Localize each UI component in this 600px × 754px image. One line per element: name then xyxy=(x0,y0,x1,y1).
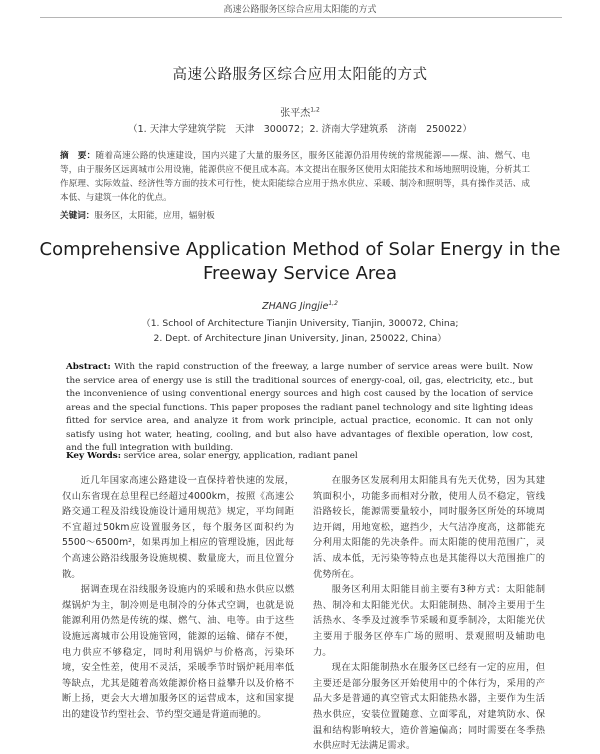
body-paragraph: 据调查现在沿线服务设施内的采暖和热水供应以燃煤锅炉为主，制冷则是电制冷的分体式空调，也就是说能源利用仍然是传统的煤、燃气、油、电等。由于这些设施远离城市公用设施管网，能源的运输、储存不便，电力供应不够稳定，同时利用锅炉与价格高，污染环境，安全性差，使用不灵活，采暖季节时锅炉耗用率低等缺点，尤其是随着高效能源价格日益攀升以及价格不断上扬，更会大大增加服务区的运营成本，这和国家提出的建设节约型社会、节约型交通是背道而驰的。 xyxy=(62,584,294,720)
chinese-author-name: 张平杰 xyxy=(280,108,311,119)
english-affiliation-1: （1. School of Architecture Tianjin University, Tianjin, 300072, China; xyxy=(141,318,459,329)
english-abstract-label: Abstract: xyxy=(66,362,111,372)
chinese-keywords-label: 关键词： xyxy=(60,211,95,221)
chinese-title: 高速公路服务区综合应用太阳能的方式 xyxy=(172,67,428,83)
english-affiliations xyxy=(0,316,600,346)
body-paragraph: 近几年国家高速公路建设一直保持着快速的发展，仅山东省现在总里程已经超过4000km，按照《高速公路交通工程及沿线设施设计通用规范》规定，平均间距不宜超过50km应设置服务区，每个服务区面积约为5500～6500m²，如果再加上相应的管理设施，因此每个高速公路沿线服务设施规模、数量庞大，而且位置分散。 xyxy=(62,475,294,580)
chinese-abstract-label: 摘 要： xyxy=(60,151,96,161)
chinese-author xyxy=(0,104,600,119)
english-abstract-text: With the rapid construction of the freeway, a large number of service areas were built. Now the service area of energy use is still the traditional sources of energy-coal, oil, gas, electricity, etc., but the inconvenience of using conventional energy sources and high cost caused by the location of service areas and the special functions. This paper proposes the radiant panel technology and site lighting ideas fitted for service area, and analyze it from work principle, actual practice, economic. It can not only satisfy using hot water, heating, cooling, and but also have advantages of flexible operation, low cost, and the full integration with building. xyxy=(66,362,533,453)
chinese-affiliation: （1. 天津大学建筑学院 天津 300072；2. 济南大学建筑系 济南 250022） xyxy=(128,124,472,135)
chinese-keywords xyxy=(60,209,530,221)
english-author-name: ZHANG Jingjie xyxy=(262,301,329,313)
body-paragraph: 服务区利用太阳能目前主要有3种方式：太阳能制热、制冷和太阳能光伏。太阳能制热、制冷主要用于生活热水、冬季及过渡季节采暖和夏季制冷，太阳能光伏主要用于服务区停车广场的照明、景观照明及辅助电力。 xyxy=(313,584,545,658)
english-keywords-label: Key Words: xyxy=(66,451,121,461)
body-left-column xyxy=(62,473,294,723)
english-affiliation-2: 2. Dept. of Architecture Jinan University, Jinan, 250022, China） xyxy=(153,333,447,344)
english-title: Comprehensive Application Method of Solar Energy in the Freeway Service Area xyxy=(39,239,561,284)
chinese-keywords-text: 服务区，太阳能，应用，辐射板 xyxy=(94,211,215,221)
chinese-abstract xyxy=(60,149,530,205)
chinese-abstract-text: 随着高速公路的快速建设，国内兴建了大量的服务区，服务区能源仍沿用传统的常规能源——煤、油、燃气、电等，由于服务区远离城市公用设施，能源供应不便且成本高。本文提出在服务区使用太阳能技术和场地照明设施，分析其工作原理、实际效益、经济性等方面的技术可行性，使太阳能综合应用于热水供应、采暖、制冷和照明等，具有操作灵活、成本低、与建筑一体化的优点。 xyxy=(60,151,530,203)
english-abstract xyxy=(66,361,533,456)
english-author-sup: 1,2 xyxy=(328,300,338,307)
body-paragraph: 在服务区发展利用太阳能具有先天优势，因为其建筑面积小，功能多而相对分散，使用人员不稳定，管线沿路较长，能源需要量较小，同时服务区所处的环境周边开阔，用地宽松，遮挡少，大气洁净度高，这都能充分利用太阳能的先决条件。而太阳能的使用范围广，灵活、成本低，无污染等特点也是其能得以大范围推广的优势所在。 xyxy=(313,475,545,580)
english-keywords xyxy=(66,451,533,461)
header-rule xyxy=(40,17,562,18)
body-paragraph: 现在太阳能制热水在服务区已经有一定的应用，但主要还是部分服务区开始使用中的个体行为，采用的产品大多是普通的真空管式太阳能热水器，主要作为生活热水供应，安装位置随意、立面零乱，对建筑防水、保温和结构影响较大，造价普遍偏高；同时需要在冬季热水供应时无法满足需求。 xyxy=(313,662,545,752)
body-right-column xyxy=(313,473,545,754)
chinese-author-sup: 1,2 xyxy=(310,106,320,114)
english-keywords-text: service area, solar energy, application, radiant panel xyxy=(123,451,358,461)
running-header: 高速公路服务区综合应用太阳能的方式 xyxy=(223,5,377,15)
english-author xyxy=(0,300,600,312)
